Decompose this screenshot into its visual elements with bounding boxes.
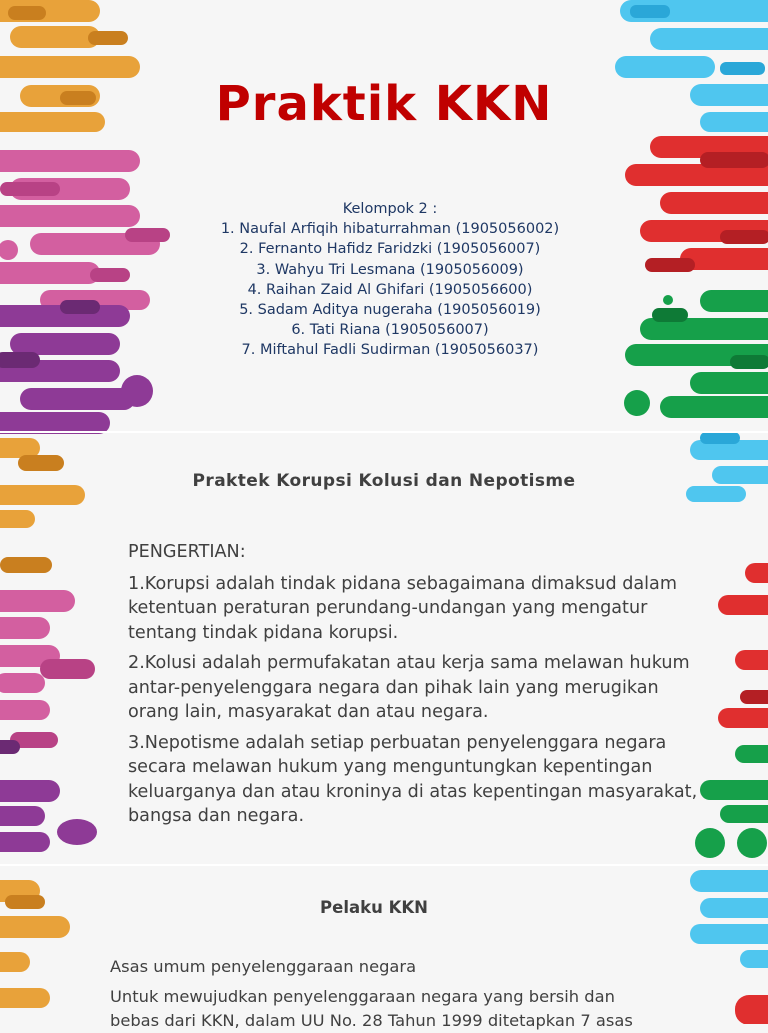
member-item: 3. Wahyu Tri Lesmana (1905056009) bbox=[256, 261, 524, 278]
member-item: 6. Tati Riana (1905056007) bbox=[291, 322, 489, 339]
definition-paragraph-nepotisme: 3.Nepotisme adalah setiap perbuatan penyelenggara negara secara melawan hukum yang menguntungkan kepentingan keluarganya dan atau kroninya di atas kepentingan masyarakat, bangsa dan negara. bbox=[128, 732, 698, 826]
member-item: 5. Sadam Aditya nugeraha (1905056019) bbox=[239, 302, 541, 319]
member-item: 7. Miftahul Fadli Sudirman (1905056037) bbox=[241, 342, 539, 359]
section-heading-kkn: Praktek Korupsi Kolusi dan Nepotisme bbox=[192, 471, 576, 491]
asas-text-line: bebas dari KKN, dalam UU No. 28 Tahun 1999 ditetapkan 7 asas bbox=[110, 1011, 633, 1030]
definition-paragraph-korupsi: 1.Korupsi adalah tindak pidana sebagaimana dimaksud dalam ketentuan peraturan perundang-undangan yang mengatur tentang tindak pidana korupsi. bbox=[128, 573, 677, 643]
asas-section bbox=[110, 955, 670, 1033]
definition-paragraph-kolusi: 2.Kolusi adalah permufakatan atau kerja sama melawan hukum antar-penyelenggara negara dan pihak lain yang merugikan orang lain, masyarakat dan atau negara. bbox=[128, 653, 690, 722]
slide1-left-decor bbox=[0, 0, 170, 434]
slide-divider bbox=[0, 431, 768, 433]
slide2-left-decor bbox=[0, 438, 97, 852]
group-member-list bbox=[150, 199, 630, 361]
member-item: 1. Naufal Arfiqih hibaturrahman (1905056002) bbox=[220, 221, 560, 238]
member-item: 4. Raihan Zaid Al Ghifari (1905056600) bbox=[247, 281, 533, 298]
asas-text-line: Untuk mewujudkan penyelenggaraan negara yang bersih dan bbox=[110, 987, 615, 1006]
section-heading-pelaku: Pelaku KKN bbox=[320, 898, 428, 917]
page-title: Praktik KKN bbox=[215, 76, 553, 132]
group-label: Kelompok 2 : bbox=[342, 201, 438, 217]
member-item: 2. Fernanto Hafidz Faridzki (1905056007) bbox=[239, 241, 541, 258]
slide3-right-decor bbox=[690, 870, 768, 1024]
slide-divider bbox=[0, 864, 768, 866]
definition-section bbox=[128, 540, 708, 835]
slide1-right-decor bbox=[615, 0, 768, 418]
asas-subheading: Asas umum penyelenggaraan negara bbox=[110, 957, 417, 976]
definition-lead: PENGERTIAN: bbox=[128, 542, 246, 562]
